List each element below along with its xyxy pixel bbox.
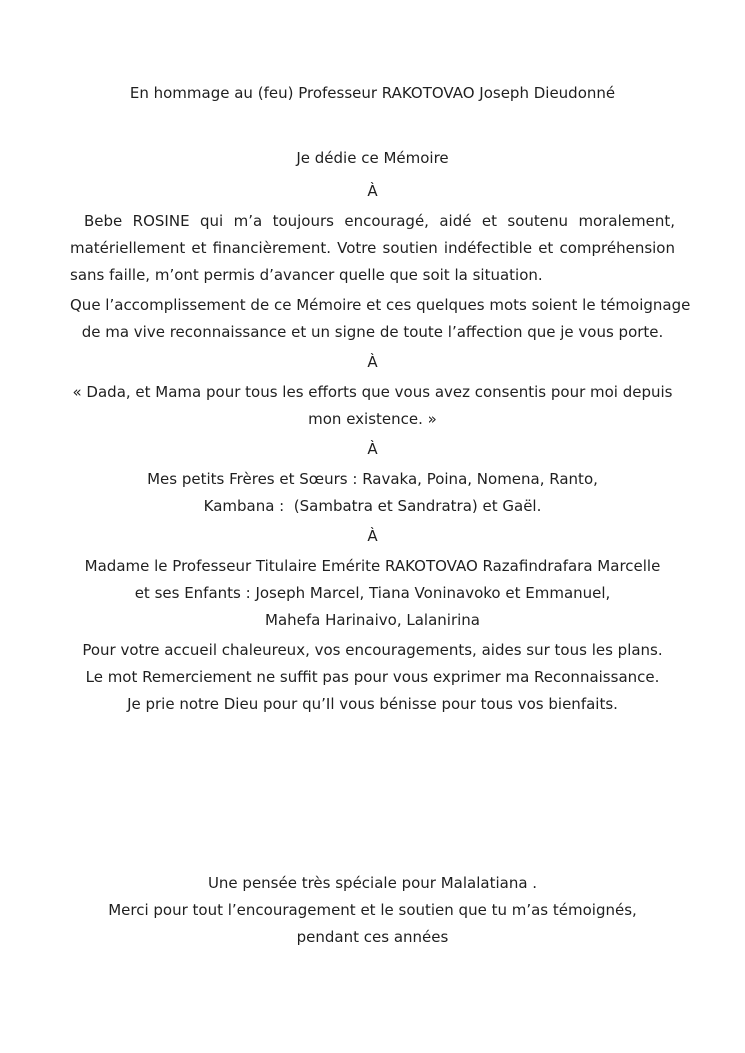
homage-text: En hommage au (feu) Professeur RAKOTOVAO Joseph Dieudonné xyxy=(129,84,616,102)
to-marker-3: À xyxy=(367,440,378,458)
paragraph-line: Une pensée très spéciale pour Malalatiana . xyxy=(207,874,538,892)
paragraph-line: Madame le Professeur Titulaire Emérite RAKOTOVAO Razafindrafara Marcelle xyxy=(84,557,661,575)
paragraph-pensee-speciale xyxy=(70,870,675,951)
paragraph-line: Que l’accomplissement de ce Mémoire et ces quelques mots soient le témoignage xyxy=(70,296,691,314)
paragraph-freres-soeurs xyxy=(70,466,675,520)
paragraph-line: sans faille, m’ont permis d’avancer quelle que soit la situation. xyxy=(70,266,543,284)
paragraph-line: Bebe ROSINE qui m’a toujours encouragé, aidé et soutenu moralement, xyxy=(84,212,675,230)
paragraph-line: et ses Enfants : Joseph Marcel, Tiana Voninavoko et Emmanuel, xyxy=(134,584,611,602)
paragraph-line: Mahefa Harinaivo, Lalanirina xyxy=(265,611,480,629)
to-marker-1: À xyxy=(367,182,378,200)
paragraph-line: Je prie notre Dieu pour qu’Il vous bénisse pour tous vos bienfaits. xyxy=(127,695,618,713)
paragraph-dada-quote xyxy=(70,379,675,433)
paragraph-line: mon existence. » xyxy=(308,410,437,428)
paragraph-bebe-rosine xyxy=(70,208,675,289)
dedication-intro-text: Je dédie ce Mémoire xyxy=(296,149,449,167)
paragraph-line: Merci pour tout l’encouragement et le soutien que tu m’as témoignés, xyxy=(108,901,637,919)
paragraph-accueil xyxy=(70,637,675,718)
paragraph-line: Pour votre accueil chaleureux, vos encouragements, aides sur tous les plans. xyxy=(82,641,663,659)
paragraph-madame-professeur xyxy=(70,553,675,634)
homage-line xyxy=(70,80,675,107)
to-marker-2: À xyxy=(367,353,378,371)
paragraph-line: Le mot Remerciement ne suffit pas pour vous exprimer ma Reconnaissance. xyxy=(85,668,660,686)
dedication-page xyxy=(70,0,691,951)
paragraph-line: « Dada, et Mama pour tous les efforts que vous avez consentis pour moi depuis xyxy=(72,383,673,401)
paragraph-line: Kambana : (Sambatra et Sandratra) et Gaël. xyxy=(203,497,542,515)
paragraph-line: matériellement et financièrement. Votre soutien indéfectible et compréhension xyxy=(70,239,675,257)
paragraph-line: pendant ces années xyxy=(296,928,449,946)
paragraph-accomplissement xyxy=(70,292,691,346)
dedication-intro xyxy=(70,145,675,172)
paragraph-line: Mes petits Frères et Sœurs : Ravaka, Poina, Nomena, Ranto, xyxy=(147,470,598,488)
paragraph-line: de ma vive reconnaissance et un signe de toute l’affection que je vous porte. xyxy=(81,323,664,341)
to-marker-4: À xyxy=(367,527,378,545)
